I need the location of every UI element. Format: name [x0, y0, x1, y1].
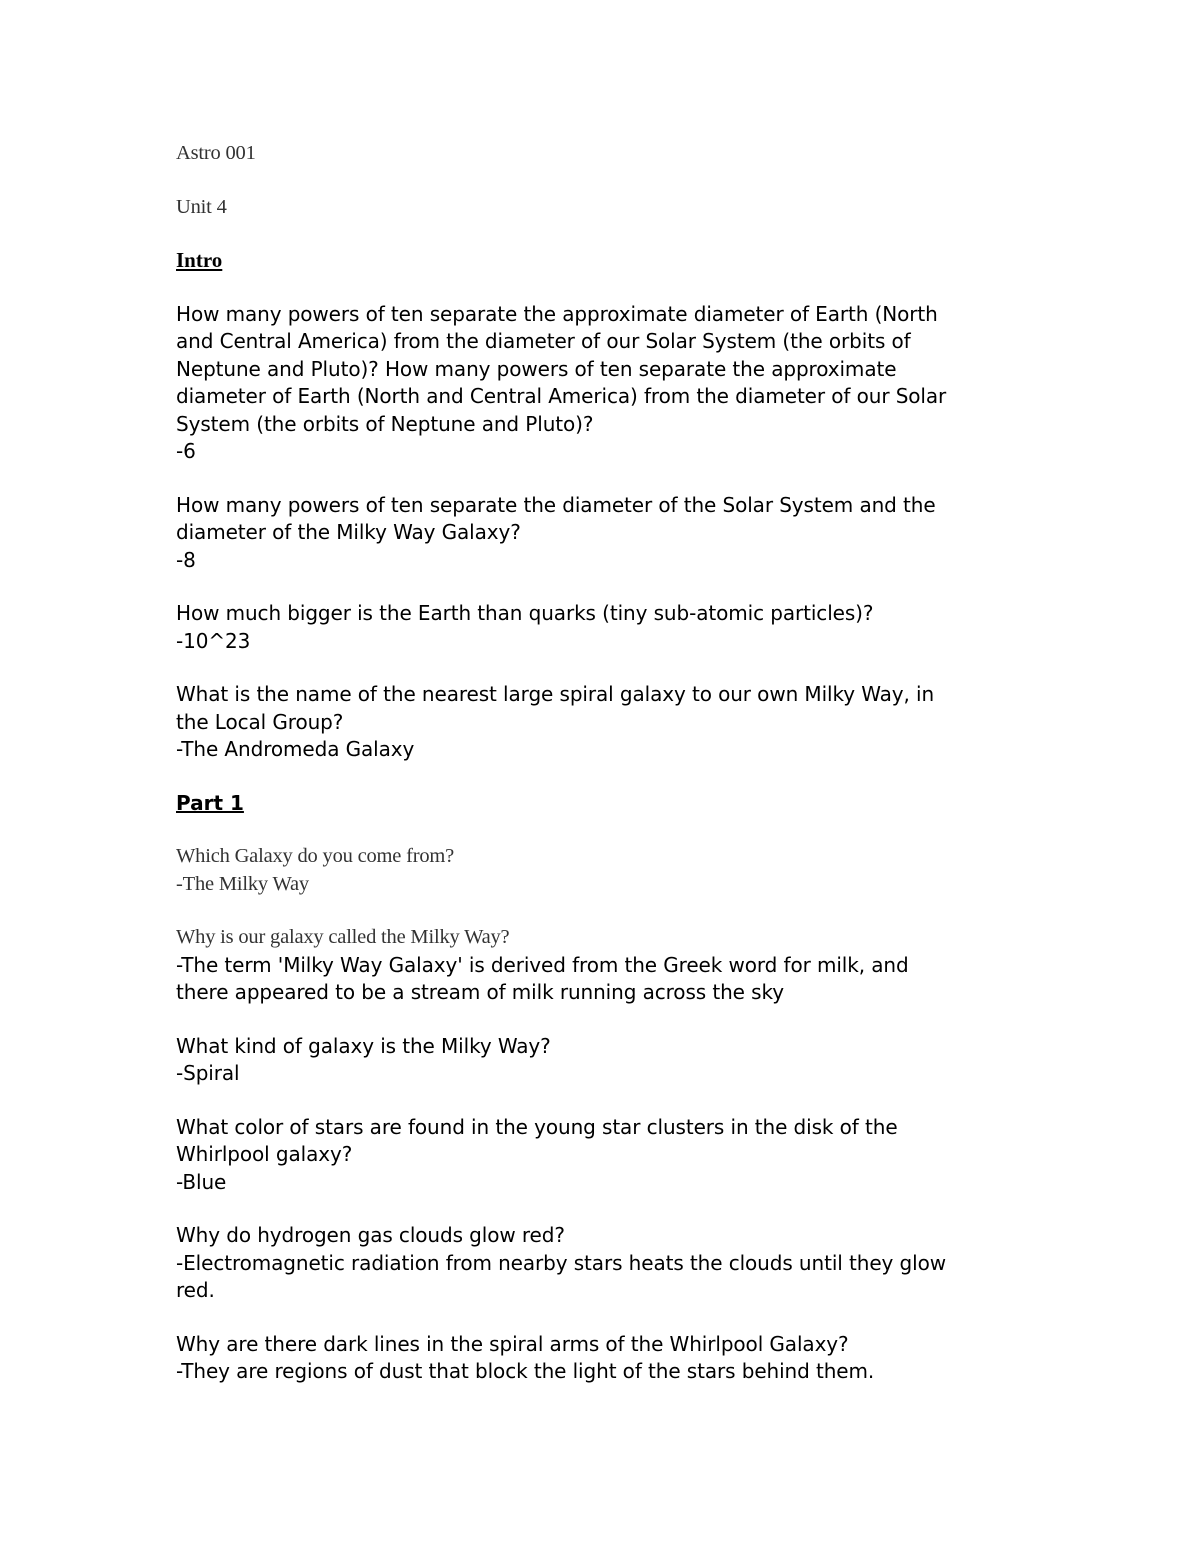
answer-line: there appeared to be a stream of milk running across the sky [176, 980, 784, 1004]
part1-qa-4 [176, 1114, 1036, 1197]
question-line: What color of stars are found in the young star clusters in the disk of the [176, 1114, 898, 1139]
intro-qa-2 [176, 492, 1036, 575]
question-line: How much bigger is the Earth than quarks (tiny sub-atomic particles)? [176, 601, 874, 625]
answer-line: -6 [176, 439, 196, 463]
question-line: System (the orbits of Neptune and Pluto)? [176, 411, 594, 436]
answer-line: -They are regions of dust that block the light of the stars behind them. [176, 1359, 875, 1383]
question-line: How many powers of ten separate the diameter of the Solar System and the [176, 492, 936, 517]
answer-line: -Electromagnetic radiation from nearby stars heats the clouds until they glow [176, 1250, 946, 1275]
question-line: Which Galaxy do you come from? [176, 845, 455, 867]
question-line: What kind of galaxy is the Milky Way? [176, 1033, 551, 1058]
answer-line: -10^23 [176, 628, 251, 653]
question-line: diameter of Earth (North and Central America) from the diameter of our Solar [176, 384, 947, 408]
question-line: What is the name of the nearest large spiral galaxy to our own Milky Way, in [176, 682, 935, 706]
question-line: Neptune and Pluto)? How many powers of ten separate the approximate [176, 356, 897, 381]
document-page [176, 140, 1036, 1412]
part1-qa-5 [176, 1222, 1036, 1305]
question-line: Why is our galaxy called the Milky Way? [176, 926, 510, 948]
question-line: Why are there dark lines in the spiral arms of the Whirlpool Galaxy? [176, 1331, 849, 1356]
intro-heading: Intro [176, 248, 223, 272]
intro-qa-1 [176, 301, 1036, 466]
intro-qa-3 [176, 600, 1036, 655]
answer-line: -The Milky Way [176, 872, 309, 895]
answer-line: -8 [176, 547, 196, 572]
question-line: diameter of the Milky Way Galaxy? [176, 520, 521, 544]
course-title: Astro 001 [176, 142, 256, 164]
answer-line: -The term 'Milky Way Galaxy' is derived from the Greek word for milk, and [176, 952, 909, 977]
question-line: Why do hydrogen gas clouds glow red? [176, 1223, 565, 1247]
intro-qa-4 [176, 681, 1036, 764]
question-line: Whirlpool galaxy? [176, 1142, 353, 1166]
answer-line: -The Andromeda Galaxy [176, 737, 415, 761]
question-line: and Central America) from the diameter of our Solar System (the orbits of [176, 329, 911, 353]
part1-qa-6 [176, 1331, 1036, 1386]
answer-line: -Spiral [176, 1061, 240, 1085]
unit-title: Unit 4 [176, 195, 227, 218]
part1-qa-2 [176, 924, 1036, 1007]
question-line: How many powers of ten separate the approximate diameter of Earth (North [176, 301, 938, 326]
part1-heading: Part 1 [176, 790, 244, 815]
part1-qa-1 [176, 843, 1036, 898]
question-line: the Local Group? [176, 709, 344, 734]
part1-qa-3 [176, 1033, 1036, 1088]
answer-line: -Blue [176, 1169, 227, 1194]
answer-line: red. [176, 1278, 215, 1302]
